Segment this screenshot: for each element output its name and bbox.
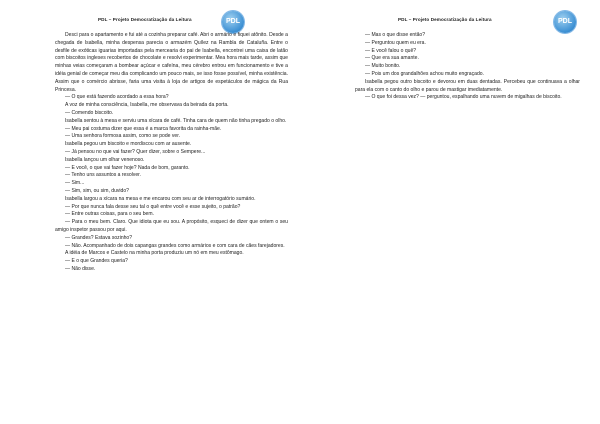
- paragraph: — Sim...: [65, 180, 85, 187]
- paragraph: — Muito bonito.: [365, 63, 401, 70]
- paragraph: — Tenho uns assuntos a resolver.: [65, 172, 141, 179]
- paragraph: — Para o meu bem. Claro. Que idiota que eu sou. A propósito, esqueci de dizer que ontem o seu amigo inspetor passou por aqui.: [55, 219, 288, 233]
- paragraph: — Sim, sim, ou sim, duvido?: [65, 187, 129, 194]
- right-page-text: [355, 32, 580, 102]
- paragraph: — Já pensou no que vai fazer? Quer dizer, sobre o Sempere...: [65, 148, 206, 155]
- paragraph: A voz de minha consciência, Isabella, me observava da beirada da porta.: [65, 102, 229, 109]
- paragraph: — Pois um dos grandalhões achou muito engraçado.: [365, 70, 484, 77]
- page-header: [300, 10, 600, 34]
- paragraph: — Entre outras coisas, para o seu bem.: [65, 211, 154, 218]
- paragraph: — Que era sua amante.: [365, 55, 419, 62]
- paragraph: — O que está fazendo acordado a essa hora?: [65, 94, 169, 101]
- paragraph: A idéia de Marcos e Castelo na minha porta produziu um nó em meu estômago.: [65, 250, 244, 257]
- paragraph: — E o que Grandes queria?: [65, 258, 128, 265]
- paragraph: — Comendo biscoito.: [65, 109, 114, 116]
- paragraph: Isabella pegou um biscoito e mordiscou com ar ausente.: [65, 141, 192, 148]
- paragraph: Isabella sentou à mesa e serviu uma xícara de café. Tinha cara de quem não tinha pregado o olho.: [65, 117, 287, 124]
- paragraph: — Não. Acompanhado de dois capangas grandes como armários e com cara de cães farejadores.: [65, 242, 285, 249]
- paragraph: — Uma senhora formosa assim, como se pode ver.: [65, 133, 181, 140]
- paragraph: — Mas o que disse então?: [365, 32, 426, 38]
- paragraph: — Não disse.: [65, 265, 96, 272]
- paragraph: — Grandes? Estava sozinho?: [65, 234, 133, 241]
- paragraph: — O que foi dessa vez? — perguntou, espalhando uma nuvem de migalhas de biscoito.: [365, 94, 562, 101]
- paragraph: — Perguntou quem eu era.: [365, 39, 426, 46]
- paragraph: — Meu pai costuma dizer que essa é a marca favorita da rainha-mãe.: [65, 125, 222, 132]
- left-page-text: [55, 32, 288, 274]
- paragraph: — E você falou o quê?: [365, 47, 417, 54]
- pdl-logo-icon: PDL: [554, 11, 576, 33]
- page-header: [0, 10, 300, 34]
- pdl-logo-icon: PDL: [222, 11, 244, 33]
- header-title: PDL – Projeto Democratização da Leitura: [398, 17, 492, 22]
- right-page: [300, 0, 600, 424]
- paragraph: Isabella largou a xícara na mesa e me encarou com seu ar de interrogatório sumário.: [65, 195, 256, 202]
- paragraph: Isabella pegou outro biscoito e devorou em duas dentadas. Percebeu que continuava a olhar para ela com o canto do olho e parou de mastigar imediatamente.: [355, 78, 580, 93]
- paragraph: — Por que nunca fala desse seu tal o quê entre você e esse sujeito, o patrão?: [65, 203, 241, 210]
- paragraph: Isabella lançou um olhar venenoso.: [65, 156, 145, 163]
- paragraph: — E você, o que vai fazer hoje? Nada de bom, garanto.: [65, 164, 190, 171]
- header-title: PDL – Projeto Democratização da Leitura: [98, 17, 192, 22]
- paragraph: Desci para o apartamento e fui até a cozinha preparar café. Abri o armário e fiquei atônito. Desde a chegada de Isabella, minha despensa parecia o armazém Quílez na Rambla de Cataluña. Entre o desfile de exóticas iguarias importadas pela mercearia do pai de Isabella, encontrei uma caixa de latão com biscoitos ingleses recobertos de chocolate e resolvi experimentar. Mea hora mais tarde, assim que minhas veias começaram a bombear açúcar e cafeína, meu cérebro entrou em funcionamento e tive a idéia genial de começar meu dia complicando um pouco mais, se isso fosse possível, minha existência. Assim que o comércio abrisse, faria uma visita à loja de artigos de espetáculos de mágica da Rua Princesa.: [55, 32, 288, 93]
